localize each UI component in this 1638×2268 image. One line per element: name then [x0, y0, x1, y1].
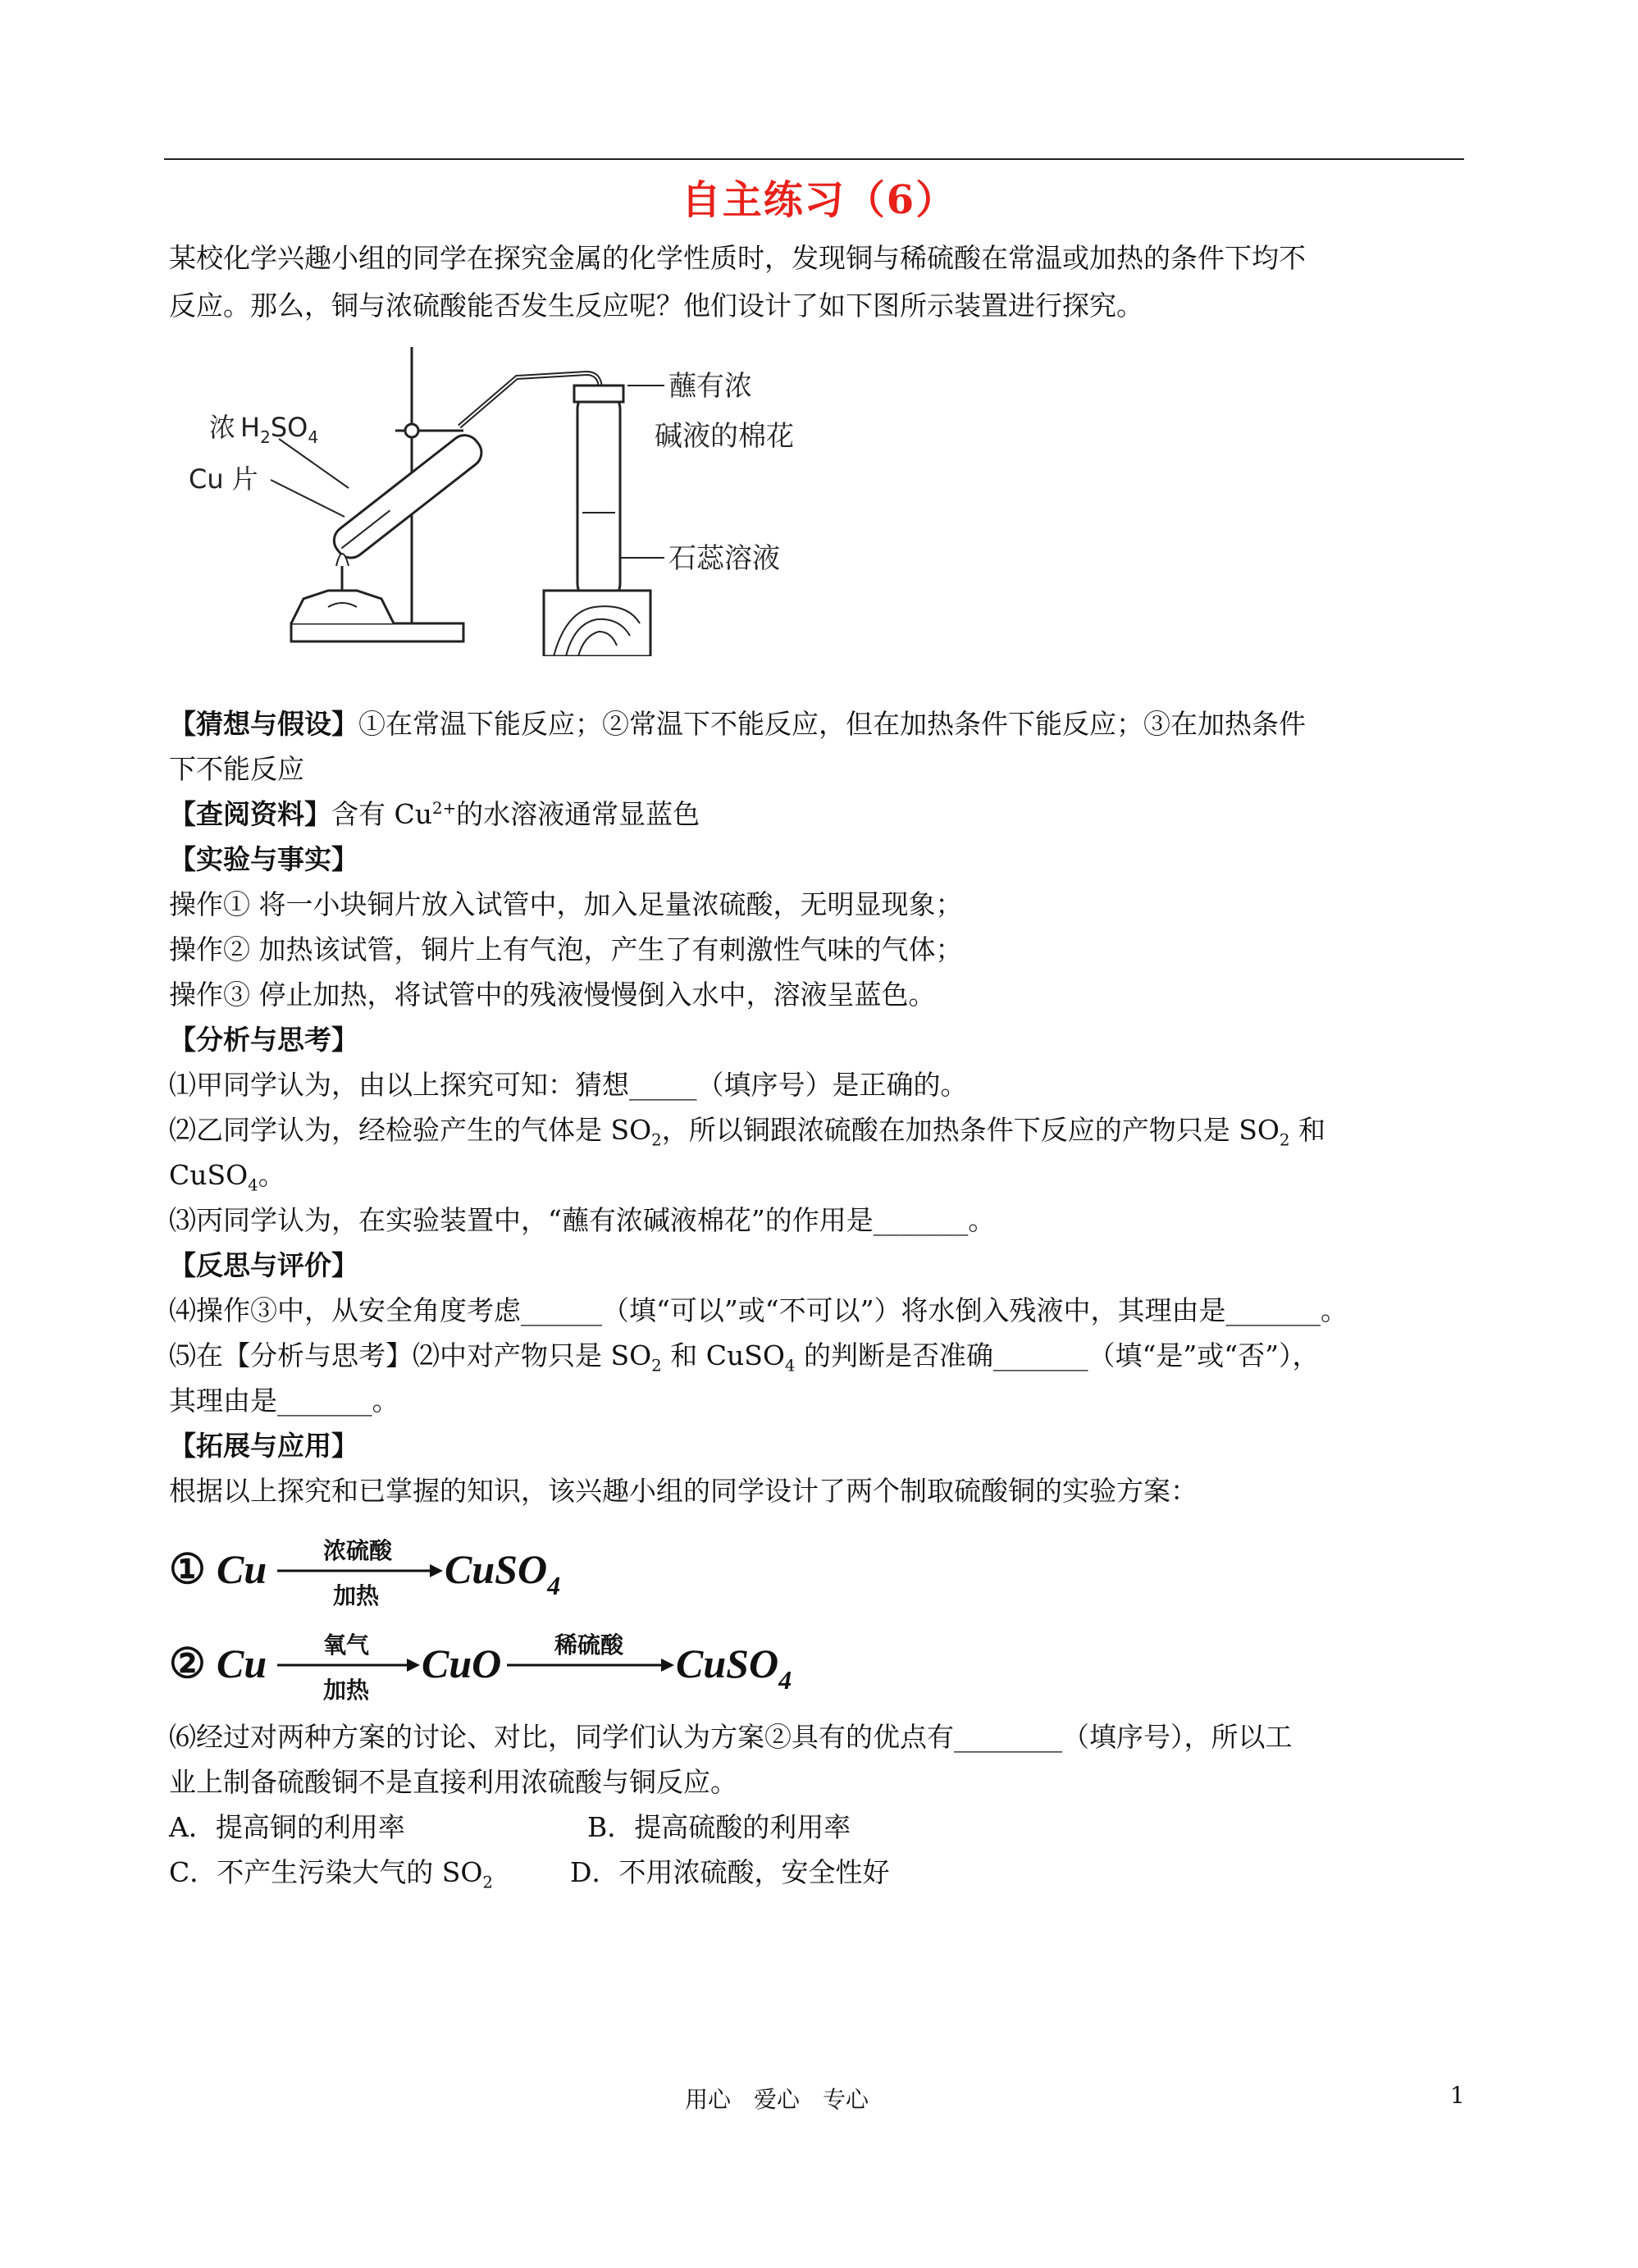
intro-line-1: 某校化学兴趣小组的同学在探究金属的化学性质时，发现铜与稀硫酸在常温或加热的条件下均不 — [169, 242, 1306, 274]
question-5-line-2: 其理由是_______。 — [169, 1385, 399, 1417]
svg-text:加热: 加热 — [323, 1678, 370, 1704]
svg-text:稀硫酸: 稀硫酸 — [554, 1633, 624, 1659]
question-1: ⑴甲同学认为，由以上探究可知：猜想_____（填序号）是正确的。 — [169, 1069, 968, 1101]
question-6-line-1: ⑹经过对两种方案的讨论、对比，同学们认为方案②具有的优点有________（填序号），所以工 — [169, 1721, 1293, 1753]
svg-text:浓硫酸: 浓硫酸 — [323, 1539, 393, 1564]
svg-text:②: ② — [169, 1641, 206, 1686]
svg-text:Cu: Cu — [217, 1641, 267, 1686]
wood-block — [544, 591, 650, 656]
header-rule — [164, 158, 1464, 160]
experiment-heading: 【实验与事实】 — [169, 843, 358, 875]
operation-2: 操作② 加热该试管，铜片上有气泡，产生了有刺激性气味的气体； — [169, 933, 963, 965]
question-2-line-1: ⑵乙同学认为，经检验产生的气体是 $SO_2$，所以铜跟浓硫酸在加热条件下反应的产物只是 $SO_2$ 和 — [169, 1114, 1325, 1150]
test-tube — [328, 429, 487, 564]
question-6-line-2: 业上制备硫酸铜不是直接利用浓硫酸与铜反应。 — [169, 1766, 737, 1798]
hypothesis-line-1: 【猜想与假设】①在常温下能反应；②常温下不能反应，但在加热条件下能反应；③在加热条件 — [169, 708, 1306, 740]
footer-slogan: 用心 爱心 专心 — [685, 2086, 869, 2113]
equation-1 — [169, 1526, 628, 1612]
option-a: A．提高铜的利用率 — [169, 1811, 405, 1843]
litmus-label: 石蕊溶液 — [668, 542, 780, 575]
page-number: 1 — [1450, 2082, 1465, 2109]
svg-text:①: ① — [169, 1546, 206, 1592]
cu-label: Cu 片 — [189, 463, 258, 495]
extension-text: 根据以上探究和已掌握的知识，该兴趣小组的同学设计了两个制取硫酸铜的实验方案： — [169, 1475, 1198, 1507]
svg-text:CuO: CuO — [422, 1641, 502, 1686]
receiving-tube — [577, 390, 620, 603]
reference-line: 【查阅资料】含有 $Cu^{2+}$的水溶液通常显蓝色 — [169, 798, 700, 830]
question-4: ⑷操作③中，从安全角度考虑______（填“可以”或“不可以”）将水倒入残液中，其理由是_______。 — [169, 1294, 1348, 1326]
question-2-line-2: CuSO$_4$。 — [169, 1159, 285, 1195]
operation-1: 操作① 将一小块铜片放入试管中，加入足量浓硫酸，无明显现象； — [169, 888, 963, 920]
alcohol-lamp — [291, 591, 394, 623]
svg-text:CuSO4: CuSO$_4$ — [445, 1546, 561, 1600]
option-b: B．提高硫酸的利用率 — [587, 1811, 851, 1843]
intro-line-2: 反应。那么，铜与浓硫酸能否发生反应呢？他们设计了如下图所示装置进行探究。 — [169, 290, 1143, 322]
analysis-heading: 【分析与思考】 — [169, 1024, 358, 1056]
svg-text:氧气: 氧气 — [323, 1633, 370, 1659]
cotton-label-1: 蘸有浓 — [668, 370, 752, 403]
question-3: ⑶丙同学认为，在实验装置中，“蘸有浓碱液棉花”的作用是_______。 — [169, 1204, 996, 1236]
extension-heading: 【拓展与应用】 — [169, 1430, 358, 1462]
option-d: D．不用浓硫酸，安全性好 — [570, 1856, 890, 1888]
page-title: 自主练习（6） — [681, 177, 957, 223]
cotton-label-2: 碱液的棉花 — [655, 420, 794, 453]
svg-text:Cu: Cu — [217, 1546, 267, 1592]
svg-text:浓H2SO4: 浓 $H_2SO_4$ — [209, 412, 319, 447]
operation-3: 操作③ 停止加热，将试管中的残液慢慢倒入水中，溶液呈蓝色。 — [169, 979, 936, 1011]
stand-base — [291, 623, 463, 641]
option-c: C．不产生污染大气的 $SO_2$ — [169, 1856, 493, 1892]
svg-text:CuSO4: CuSO$_4$ — [676, 1641, 792, 1695]
reflection-heading: 【反思与评价】 — [169, 1249, 358, 1281]
apparatus-figure — [180, 340, 861, 656]
svg-text:加热: 加热 — [333, 1584, 380, 1609]
equation-2 — [169, 1620, 858, 1706]
hypothesis-line-2: 下不能反应 — [169, 753, 304, 785]
question-5-line-1: ⑸在【分析与思考】⑵中对产物只是 $SO_2$ 和 CuSO$_4$ 的判断是否准确_______（填“是”或“否”）， — [169, 1339, 1320, 1376]
